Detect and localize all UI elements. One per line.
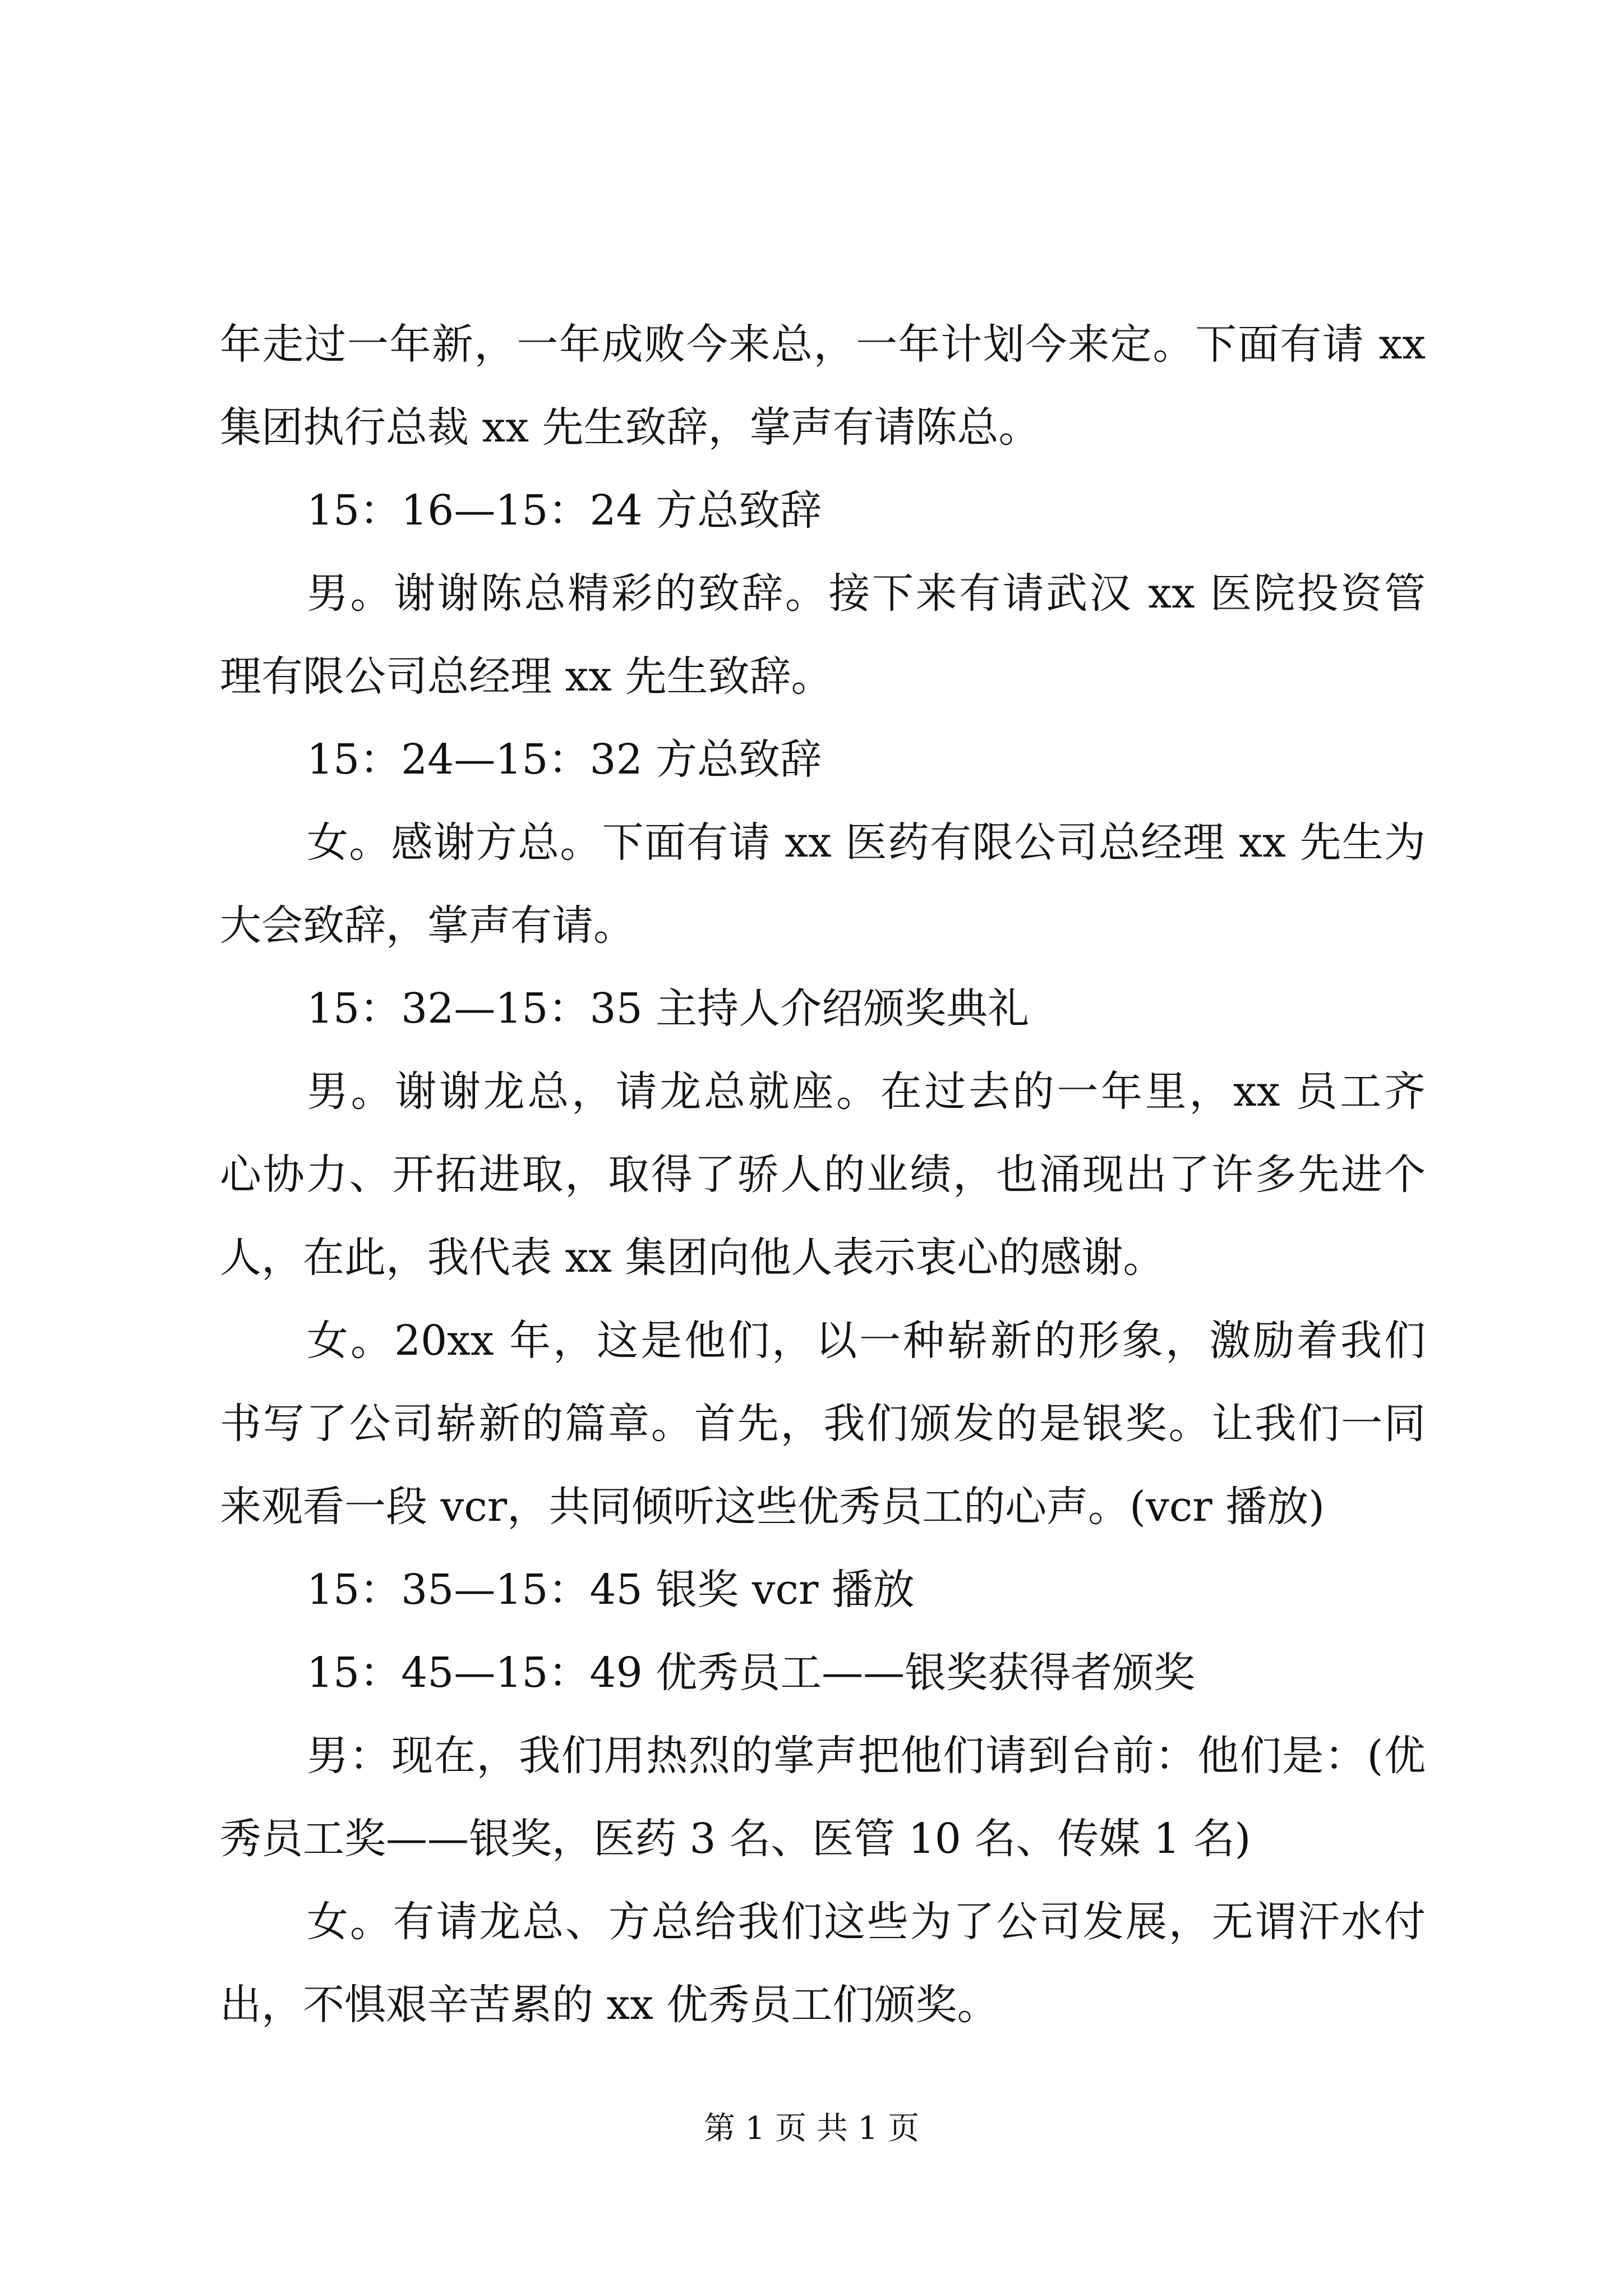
text-line: 男。谢谢陈总精彩的致辞。接下来有请武汉 xx 医院投资管 xyxy=(307,569,1426,618)
document-body xyxy=(220,303,1426,2046)
schedule-line: 15：45—15：49 优秀员工——银奖获得者颁奖 xyxy=(307,1649,1196,1697)
text-line: 来观看一段 vcr，共同倾听这些优秀员工的心声。(vcr 播放) xyxy=(220,1483,1325,1531)
text-line: 心协力、开拓进取，取得了骄人的业绩，也涌现出了许多先进个 xyxy=(220,1151,1426,1199)
schedule-line: 15：16—15：24 方总致辞 xyxy=(307,486,822,535)
text-line: 秀员工奖——银奖，医药 3 名、医管 10 名、传媒 1 名) xyxy=(220,1815,1251,1863)
text-line: 大会致辞，掌声有请。 xyxy=(220,901,635,950)
text-line: 人，在此，我代表 xx 集团向他人表示衷心的感谢。 xyxy=(220,1234,1165,1282)
text-line: 集团执行总裁 xx 先生致辞，掌声有请陈总。 xyxy=(220,403,1040,452)
text-line: 女。20xx 年，这是他们，以一种崭新的形象，激励着我们 xyxy=(307,1317,1426,1365)
text-line: 女。有请龙总、方总给我们这些为了公司发展，无谓汗水付 xyxy=(307,1898,1426,1946)
page-footer: 第 1 页 共 1 页 xyxy=(703,2110,920,2147)
text-line: 出，不惧艰辛苦累的 xx 优秀员工们颁奖。 xyxy=(220,1981,999,2029)
schedule-line: 15：35—15：45 银奖 vcr 播放 xyxy=(307,1566,915,1614)
text-line: 书写了公司崭新的篇章。首先，我们颁发的是银奖。让我们一同 xyxy=(220,1400,1426,1448)
text-line: 女。感谢方总。下面有请 xx 医药有限公司总经理 xx 先生为 xyxy=(307,818,1426,867)
text-line: 年走过一年新，一年成败今来总，一年计划今来定。下面有请 xx xyxy=(220,320,1426,369)
schedule-line: 15：24—15：32 方总致辞 xyxy=(307,735,822,784)
schedule-line: 15：32—15：35 主持人介绍颁奖典礼 xyxy=(307,984,1030,1033)
text-line: 理有限公司总经理 xx 先生致辞。 xyxy=(220,652,833,701)
text-line: 男：现在，我们用热烈的掌声把他们请到台前：他们是：(优 xyxy=(307,1732,1426,1780)
text-line: 男。谢谢龙总，请龙总就座。在过去的一年里，xx 员工齐 xyxy=(307,1068,1426,1116)
